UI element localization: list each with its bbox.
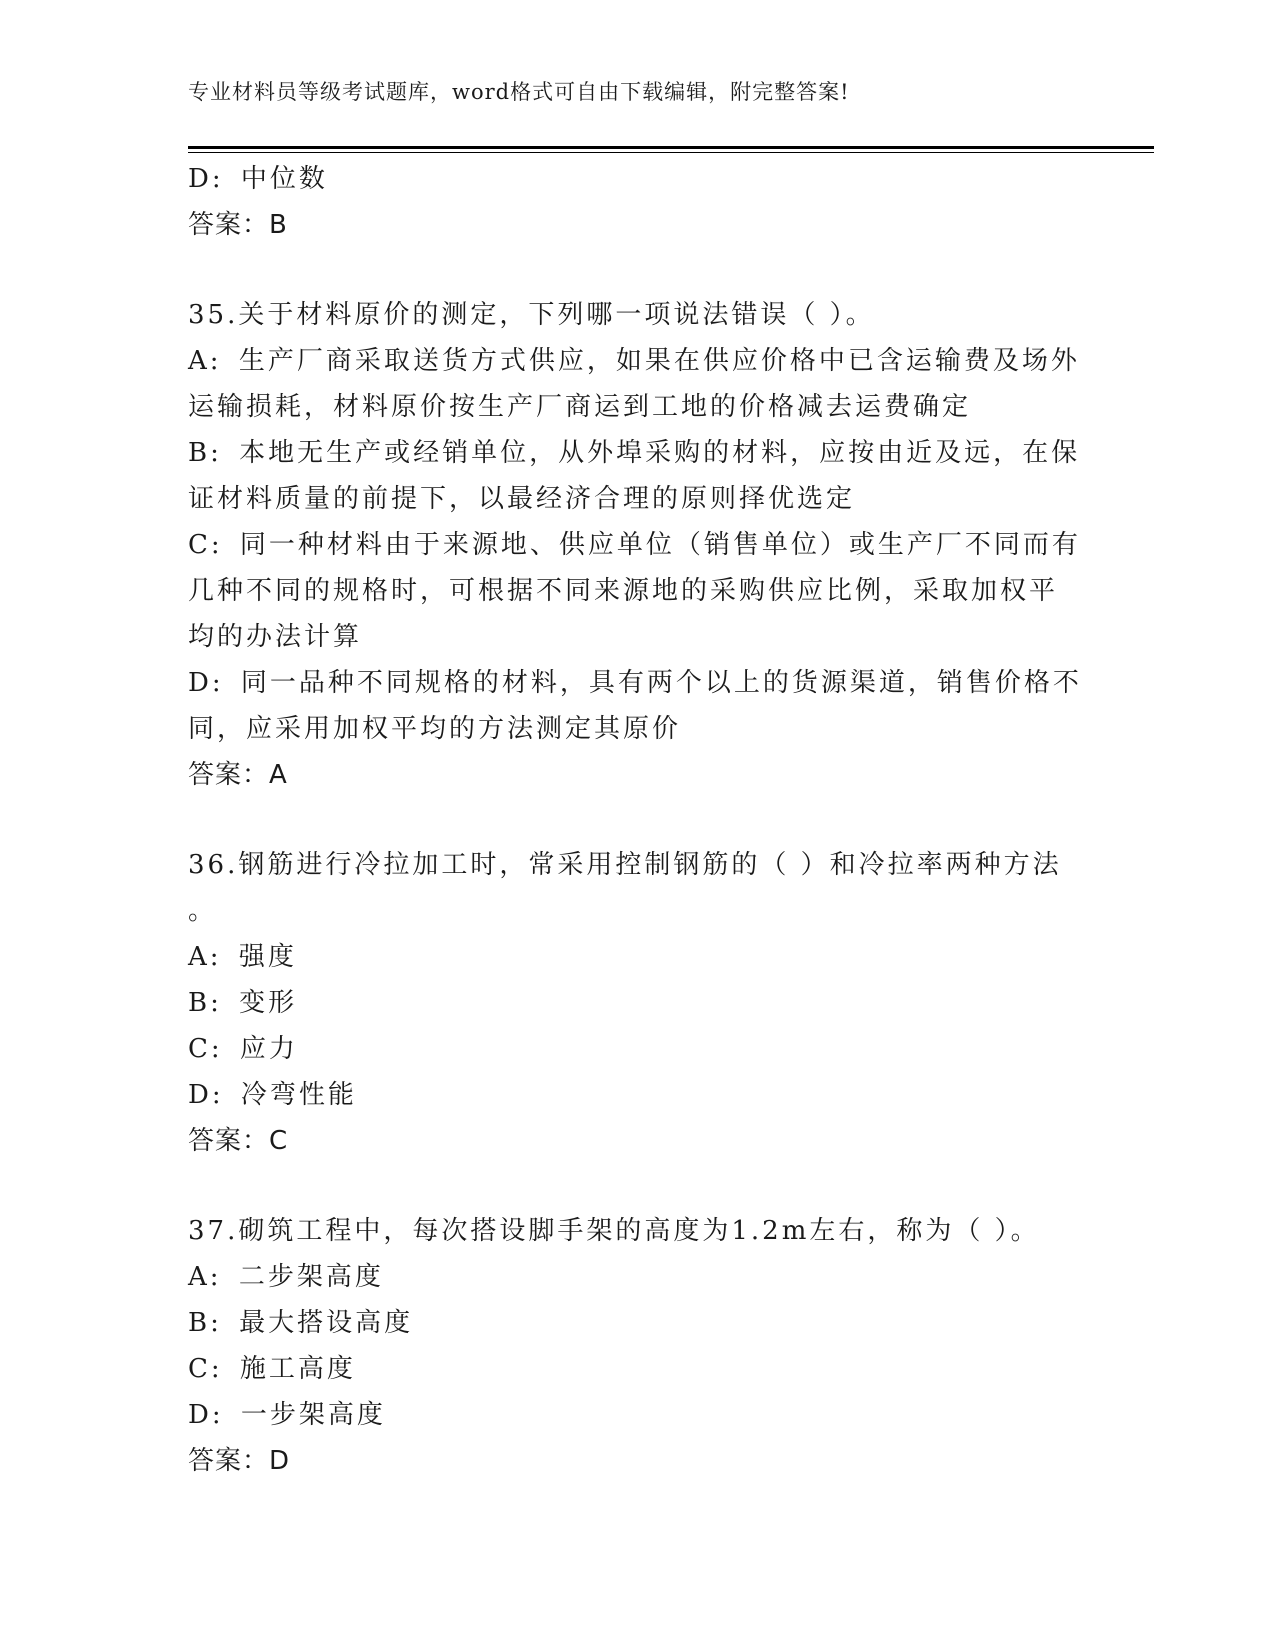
page-header: 专业材料员等级考试题库，word格式可自由下载编辑，附完整答案! xyxy=(188,80,850,104)
header-rule-thick xyxy=(188,146,1154,149)
question-37-option-a: A: 二步架高度 xyxy=(188,1262,384,1292)
question-35-answer: 答案：A xyxy=(188,760,288,790)
question-37-option-c: C: 施工高度 xyxy=(188,1354,356,1384)
header-rule-thin xyxy=(188,152,1154,153)
question-35-option-a-line2: 运输损耗，材料原价按生产厂商运到工地的价格减去运费确定 xyxy=(188,392,972,422)
prev-answer: 答案：B xyxy=(188,210,288,240)
question-35-stem: 35.关于材料原价的测定，下列哪一项说法错误（ ）。 xyxy=(188,300,875,330)
question-36-option-b: B: 变形 xyxy=(188,988,298,1018)
question-37-answer: 答案：D xyxy=(188,1446,291,1476)
question-35-option-a-line1: A: 生产厂商采取送货方式供应，如果在供应价格中已含运输费及场外 xyxy=(188,346,1080,376)
question-36-option-c: C: 应力 xyxy=(188,1034,298,1064)
question-35-option-c-line1: C: 同一种材料由于来源地、供应单位（销售单位）或生产厂不同而有 xyxy=(188,530,1081,560)
question-36-answer: 答案：C xyxy=(188,1126,289,1156)
question-content xyxy=(188,156,1082,1484)
question-37-option-d: D: 一步架高度 xyxy=(188,1400,386,1430)
question-37-stem: 37.砌筑工程中，每次搭设脚手架的高度为1.2m左右，称为（ ）。 xyxy=(188,1216,1040,1246)
question-36-stem-line2: 。 xyxy=(188,896,218,926)
question-35-option-c-line2: 几种不同的规格时，可根据不同来源地的采购供应比例，采取加权平 xyxy=(188,576,1059,606)
question-37-option-b: B: 最大搭设高度 xyxy=(188,1308,414,1338)
question-36-option-d: D: 冷弯性能 xyxy=(188,1080,357,1110)
question-36-stem-line1: 36.钢筋进行冷拉加工时，常采用控制钢筋的（ ）和冷拉率两种方法 xyxy=(188,850,1062,880)
question-35-option-d-line1: D: 同一品种不同规格的材料，具有两个以上的货源渠道，销售价格不 xyxy=(188,668,1082,698)
prev-option-d: D: 中位数 xyxy=(188,164,328,194)
question-35-option-c-line3: 均的办法计算 xyxy=(188,622,363,652)
question-35-option-b-line1: B: 本地无生产或经销单位，从外埠采购的材料，应按由近及远，在保 xyxy=(188,438,1081,468)
question-35-option-d-line2: 同，应采用加权平均的方法测定其原价 xyxy=(188,714,682,744)
question-35-option-b-line2: 证材料质量的前提下，以最经济合理的原则择优选定 xyxy=(188,484,856,514)
question-36-option-a: A: 强度 xyxy=(188,942,297,972)
